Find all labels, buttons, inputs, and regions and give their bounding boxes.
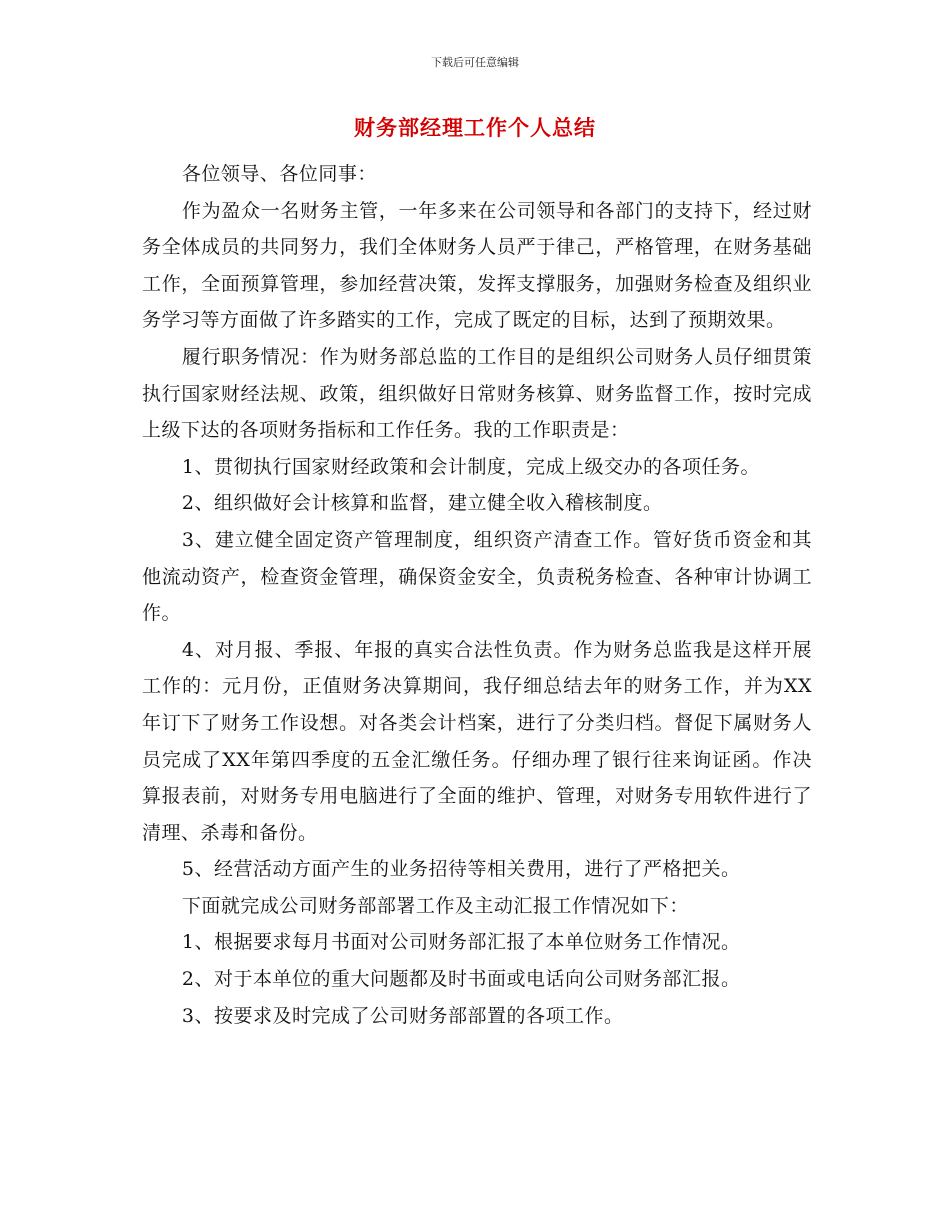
document-title: 财务部经理工作个人总结 — [354, 116, 596, 140]
paragraph-duties: 履行职务情况：作为财务部总监的工作目的是组织公司财务人员仔细贯策执行国家财经法规、政策，组织做好日常财务核算、财务监督工作，按时完成上级下达的各项财务指标和工作任务。我的工作职责是： — [142, 345, 812, 442]
paragraph-report-intro: 下面就完成公司财务部部署工作及主动汇报工作情况如下： — [181, 894, 689, 917]
document-body — [142, 156, 812, 1034]
paragraph-greeting: 各位领导、各位同事： — [181, 163, 377, 185]
paragraph-duty-3: 3、建立健全固定资产管理制度，组织资产清查工作。管好货币资金和其他流动资产，检查资金管理，确保资金安全，负责税务检查、各种审计协调工作。 — [142, 528, 812, 625]
header-note: 下载后可任意编辑 — [431, 56, 519, 69]
paragraph-duty-2: 2、组织做好会计核算和监督，建立健全收入稽核制度。 — [181, 492, 663, 515]
paragraph-report-2: 2、对于本单位的重大问题都及时书面或电话向公司财务部汇报。 — [181, 968, 741, 991]
paragraph-intro: 作为盈众一名财务主管，一年多来在公司领导和各部门的支持下，经过财务全体成员的共同努力，我们全体财务人员严于律己，严格管理，在财务基础工作，全面预算管理，参加经营决策，发挥支撑服务，加强财务检查及组织业务学习等方面做了许多踏实的工作，完成了既定的目标，达到了预期效果。 — [142, 199, 812, 332]
paragraph-report-1: 1、根据要求每月书面对公司财务部汇报了本单位财务工作情况。 — [181, 931, 741, 954]
paragraph-report-3: 3、按要求及时完成了公司财务部部置的各项工作。 — [181, 1004, 624, 1027]
paragraph-duty-5: 5、经营活动方面产生的业务招待等相关费用，进行了严格把关。 — [181, 858, 741, 881]
paragraph-duty-4: 4、对月报、季报、年报的真实合法性负责。作为财务总监我是这样开展工作的：元月份，正值财务决算期间，我仔细总结去年的财务工作，并为XX年订下了财务工作设想。对各类会计档案，进行了分类归档。督促下属财务人员完成了XX年第四季度的五金汇缴任务。仔细办理了银行往来询证函。作决算报表前，对财务专用电脑进行了全面的维护、管理，对财务专用软件进行了清理、杀毒和备份。 — [142, 638, 812, 844]
paragraph-duty-1: 1、贯彻执行国家财经政策和会计制度，完成上级交办的各项任务。 — [181, 455, 760, 478]
